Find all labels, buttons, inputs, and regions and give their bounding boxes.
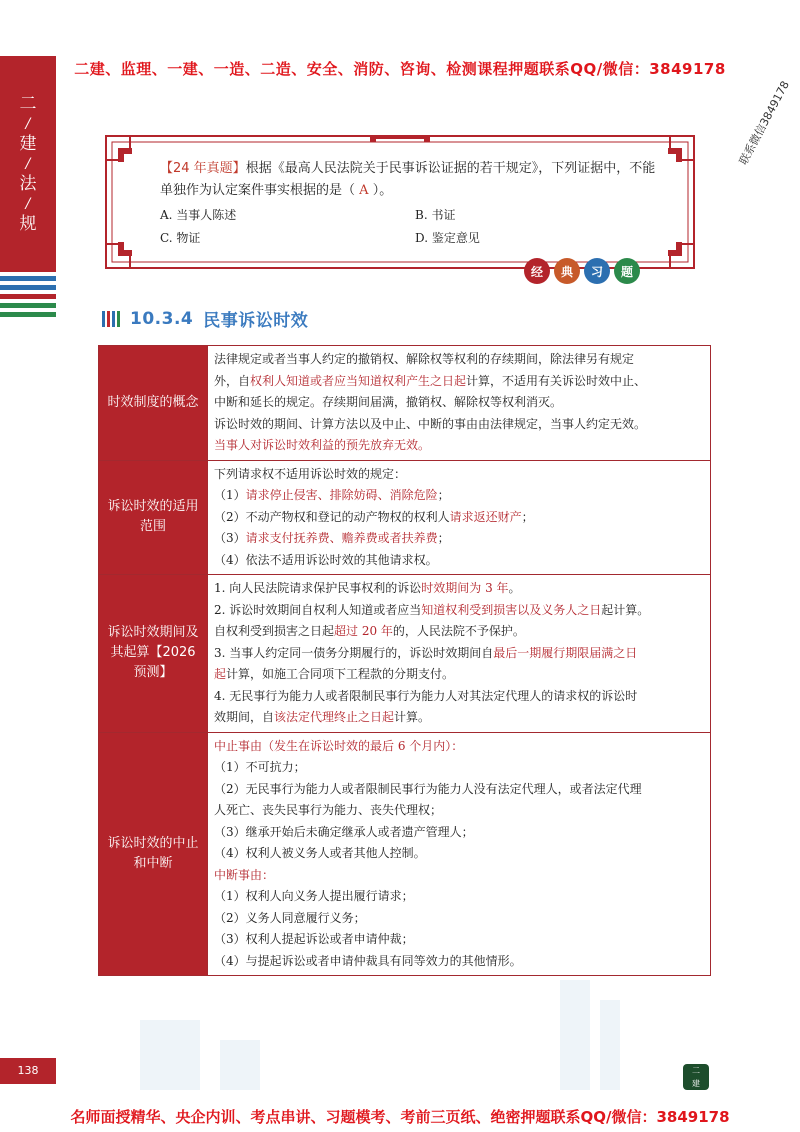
- row-label: 诉讼时效的中止和中断: [99, 732, 208, 976]
- exercise-question-end: ）。: [372, 183, 393, 198]
- badge-3: 习: [584, 258, 610, 284]
- side-tab-separator: /: [25, 116, 31, 132]
- text-segment: 的，人民法院不予保护。: [392, 624, 525, 638]
- option-b: B. 书证: [415, 208, 456, 222]
- text-segment: 1. 向人民法院请求保护民事权利的诉讼: [214, 581, 422, 595]
- content-line: [214, 435, 704, 457]
- text-segment: （1）权利人向义务人提出履行请求；: [214, 889, 414, 903]
- content-line: [214, 600, 704, 622]
- text-segment: 中断和延长的规定。存续期间届满，撤销权、解除权等权利消灭。: [214, 395, 563, 409]
- logo-icon: [683, 1064, 709, 1090]
- table-row: [99, 575, 711, 733]
- section-heading: [102, 306, 308, 331]
- logo-char-2: 建: [692, 1079, 700, 1088]
- exercise-tag: 【24 年真题】: [160, 161, 246, 176]
- content-line: [214, 707, 704, 729]
- table-row: [99, 732, 711, 976]
- content-line: [214, 686, 704, 708]
- exercise-box: [100, 130, 700, 279]
- text-segment: 。: [508, 581, 521, 595]
- side-tab-separator: /: [25, 196, 31, 212]
- content-line: [214, 886, 704, 908]
- text-segment: （1）: [214, 488, 246, 502]
- content-line: [214, 578, 704, 600]
- row-label: 诉讼时效期间及其起算【2026预测】: [99, 575, 208, 733]
- content-line: [214, 664, 704, 686]
- side-stripes: [0, 276, 56, 321]
- row-content: [208, 346, 711, 461]
- row-label: 诉讼时效的适用范围: [99, 460, 208, 575]
- side-tab-char-3: 法: [19, 174, 37, 194]
- highlighted-text: 请求返还财产: [449, 509, 522, 524]
- content-line: [214, 865, 704, 887]
- row-content: [208, 460, 711, 575]
- highlighted-text: 起: [214, 667, 227, 681]
- text-segment: （4）权利人被义务人或者其他人控制。: [214, 846, 426, 860]
- option-d: D. 鉴定意见: [415, 231, 480, 245]
- badge-4: 题: [614, 258, 640, 284]
- highlighted-text: 请求停止侵害、排除妨碍、消除危险: [245, 488, 438, 502]
- text-segment: （4）与提起诉讼或者申请仲裁具有同等效力的其他情形。: [214, 953, 522, 968]
- content-line: [214, 414, 704, 436]
- content-line: [214, 736, 704, 758]
- exercise-question-text: 根据《最高人民法院关于民事诉讼证据的若干规定》，下列证据中，不能单独作为认定案件事实根据的是（: [160, 161, 656, 198]
- table-row: [99, 346, 711, 461]
- exercise-body: [160, 158, 660, 250]
- text-segment: 自权利受到损害之日起: [214, 624, 335, 638]
- content-line: [214, 371, 704, 393]
- highlighted-text: 知道权利受到损害以及义务人之日: [421, 602, 602, 617]
- highlighted-text: 当事人对诉讼时效利益的预先放弃无效。: [214, 438, 431, 452]
- text-segment: 下列请求权不适用诉讼时效的规定：: [214, 466, 407, 481]
- highlighted-text: 中断事由：: [214, 867, 275, 882]
- content-line: [214, 800, 704, 822]
- content-line: [214, 908, 704, 930]
- text-segment: （2）不动产物权和登记的动产物权的权利人: [214, 509, 450, 524]
- exercise-options: [160, 204, 660, 250]
- highlighted-text: 中止事由（发生在诉讼时效的最后 6 个月内）：: [214, 738, 464, 753]
- side-tab-char-1: 二: [19, 94, 37, 114]
- statute-limitation-table: [98, 345, 711, 976]
- content-line: [214, 822, 704, 844]
- highlighted-text: 时效期间为 3 年: [421, 581, 509, 595]
- exercise-answer: A: [359, 183, 369, 198]
- top-banner: 二建、监理、一建、一造、二造、安全、消防、咨询、检测课程押题联系QQ/微信：3849178: [74, 60, 726, 78]
- text-segment: （2）义务人同意履行义务；: [214, 910, 366, 925]
- content-line: [214, 843, 704, 865]
- text-segment: 人死亡、丧失民事行为能力、丧失代理权；: [214, 803, 443, 817]
- content-line: [214, 528, 704, 550]
- highlighted-text: 超过 20 年: [334, 624, 393, 638]
- content-line: [214, 349, 704, 371]
- content-line: [214, 392, 704, 414]
- option-a: A. 当事人陈述: [160, 208, 237, 222]
- text-segment: ；: [437, 531, 450, 545]
- text-segment: 2. 诉讼时效期间自权利人知道或者应当: [214, 602, 422, 617]
- text-segment: 外，自: [214, 373, 251, 388]
- decorative-building-watermark: [60, 960, 740, 1090]
- row-label: 时效制度的概念: [99, 346, 208, 461]
- section-bars-icon: [102, 311, 120, 327]
- logo-char-1: 二: [692, 1066, 700, 1075]
- side-tab-char-4: 规: [19, 214, 37, 234]
- text-segment: （4）依法不适用诉讼时效的其他请求权。: [214, 552, 438, 567]
- content-line: [214, 779, 704, 801]
- badge-1: 经: [524, 258, 550, 284]
- side-watermark: 联系微信3849178: [736, 78, 792, 168]
- row-content: [208, 575, 711, 733]
- text-segment: 4. 无民事行为能力人或者限制民事行为能力人对其法定代理人的请求权的诉讼时: [214, 688, 638, 703]
- content-line: [214, 643, 704, 665]
- section-number: 10.3.4: [130, 308, 194, 329]
- section-title: 民事诉讼时效: [203, 311, 309, 331]
- highlighted-text: 权利人知道或者应当知道权利产生之日起: [250, 373, 467, 388]
- side-tab-char-2: 建: [19, 134, 37, 154]
- text-segment: ；: [437, 488, 450, 502]
- content-line: [214, 507, 704, 529]
- highlighted-text: 最后一期履行期限届满之日: [493, 645, 638, 660]
- text-segment: （3）权利人提起诉讼或者申请仲裁；: [214, 932, 414, 946]
- text-segment: （1）不可抗力；: [214, 760, 306, 774]
- content-line: [214, 464, 704, 486]
- text-segment: 诉讼时效的期间、计算方法以及中止、中断的事由由法律规定，当事人约定无效。: [214, 416, 647, 431]
- text-segment: （3）: [214, 531, 246, 545]
- content-line: [214, 485, 704, 507]
- text-segment: 效期间，自: [214, 710, 275, 724]
- content-line: [214, 550, 704, 572]
- highlighted-text: 该法定代理终止之日起: [274, 710, 395, 724]
- text-segment: 起计算。: [601, 602, 650, 617]
- side-tab-separator: /: [25, 156, 31, 172]
- text-segment: 计算，不适用有关诉讼时效中止、: [466, 373, 647, 388]
- text-segment: 计算。: [394, 710, 431, 724]
- chapter-side-tab: [0, 56, 56, 272]
- content-line: [214, 621, 704, 643]
- text-segment: （3）继承开始后未确定继承人或者遗产管理人；: [214, 824, 474, 839]
- row-content: [208, 732, 711, 976]
- exercise-question: [160, 158, 660, 202]
- content-line: [214, 929, 704, 951]
- badge-2: 典: [554, 258, 580, 284]
- text-segment: （2）无民事行为能力人或者限制民事行为能力人没有法定代理人，或者法定代理: [214, 781, 642, 796]
- option-c: C. 物证: [160, 231, 201, 245]
- text-segment: 3. 当事人约定同一债务分期履行的，诉讼时效期间自: [214, 645, 494, 660]
- table-row: [99, 460, 711, 575]
- text-segment: ；: [521, 509, 534, 524]
- content-line: [214, 757, 704, 779]
- classic-exercise-badges: [524, 258, 640, 284]
- text-segment: 计算，如施工合同项下工程款的分期支付。: [226, 667, 455, 681]
- bottom-banner: 名师面授精华、央企内训、考点串讲、习题模考、考前三页纸、绝密押题联系QQ/微信：3849178: [70, 1108, 730, 1126]
- page-number: 138: [0, 1058, 56, 1084]
- highlighted-text: 请求支付抚养费、赡养费或者扶养费: [245, 531, 438, 545]
- text-segment: 法律规定或者当事人约定的撤销权、解除权等权利的存续期间，除法律另有规定: [214, 352, 635, 366]
